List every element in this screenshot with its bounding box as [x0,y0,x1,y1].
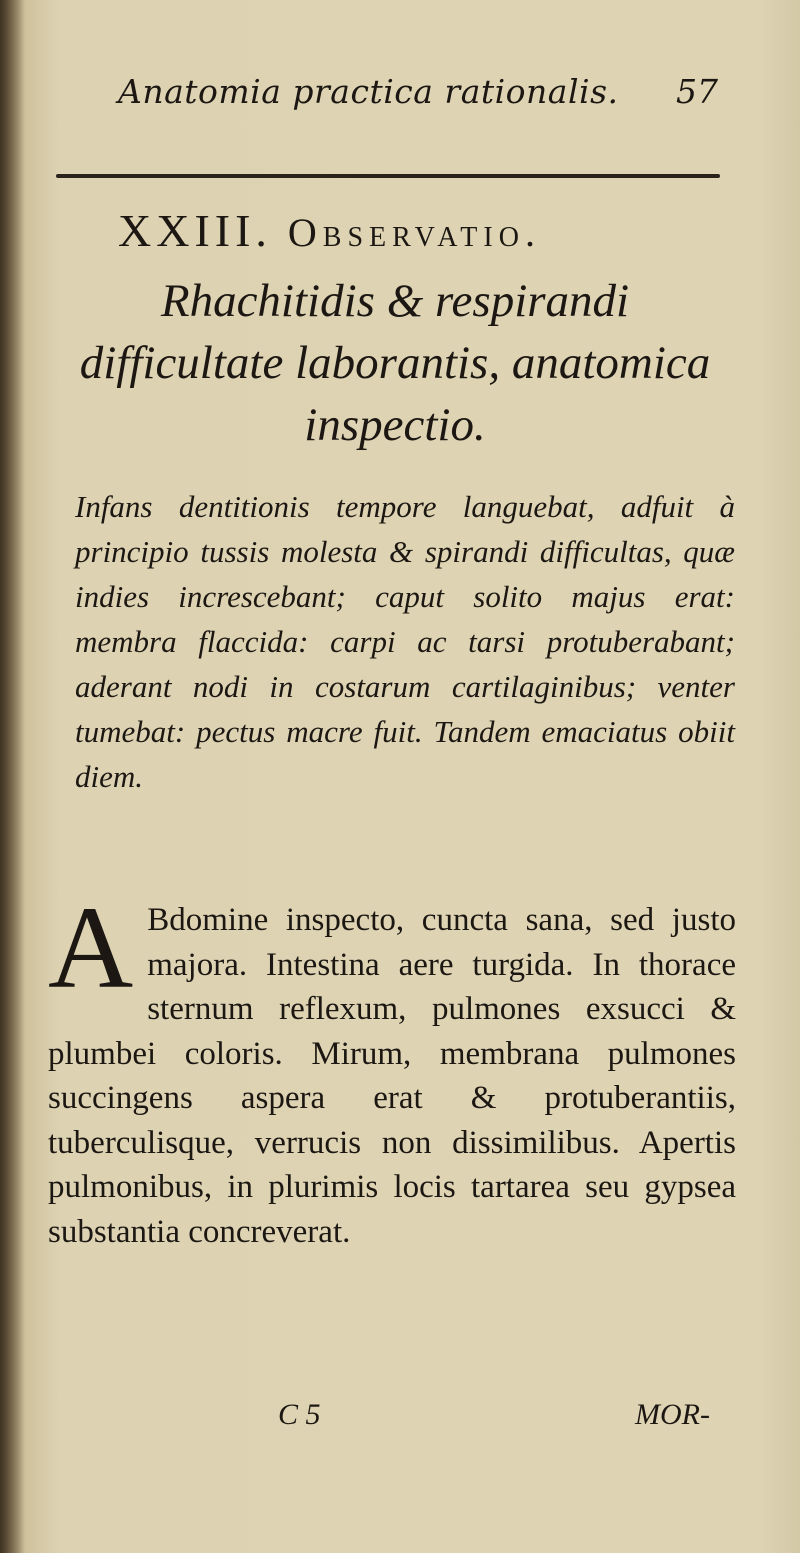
case-summary: Infans dentitionis tempore languebat, adfuit à principio tussis molesta & spirandi difficultas, quæ indies increscebant; caput solito majus erat: membra flaccida: carpi ac tarsi protuberabant; aderant nodi in costarum cartilaginibus; venter tumebat: pectus macre fuit. Tandem emaciatus obiit diem. [75,489,735,794]
observation-word: Observatio. [287,210,541,255]
observation-number: XXIII. [118,205,272,256]
page-number: 57 [676,72,718,111]
body-paragraph: Bdomine inspecto, cuncta sana, sed justo majora. Intestina aere turgida. In thorace sternum reflexum, pulmones exsucci & plumbei coloris. Mirum, membrana pulmones succingens aspera erat & protuberantiis, tuberculisque, verrucis non dissimilibus. Apertis pulmonibus, in plurimis locis tartarea seu gypsea substantia concreverat. [48,902,736,1250]
running-head [118,72,718,122]
catchword: MOR- [635,1398,710,1431]
observation-title: Rhachitidis & respirandi difficultate laborantis, anatomica inspectio. [79,275,711,451]
running-title: Anatomia practica rationalis. [118,72,619,111]
page-footer [60,1398,720,1448]
drop-cap: A [48,882,134,1013]
body-text [48,882,736,1254]
signature-mark: C 5 [278,1398,321,1431]
header-rule [56,174,720,178]
observation-heading [118,204,718,257]
gutter-shadow [0,0,24,1553]
